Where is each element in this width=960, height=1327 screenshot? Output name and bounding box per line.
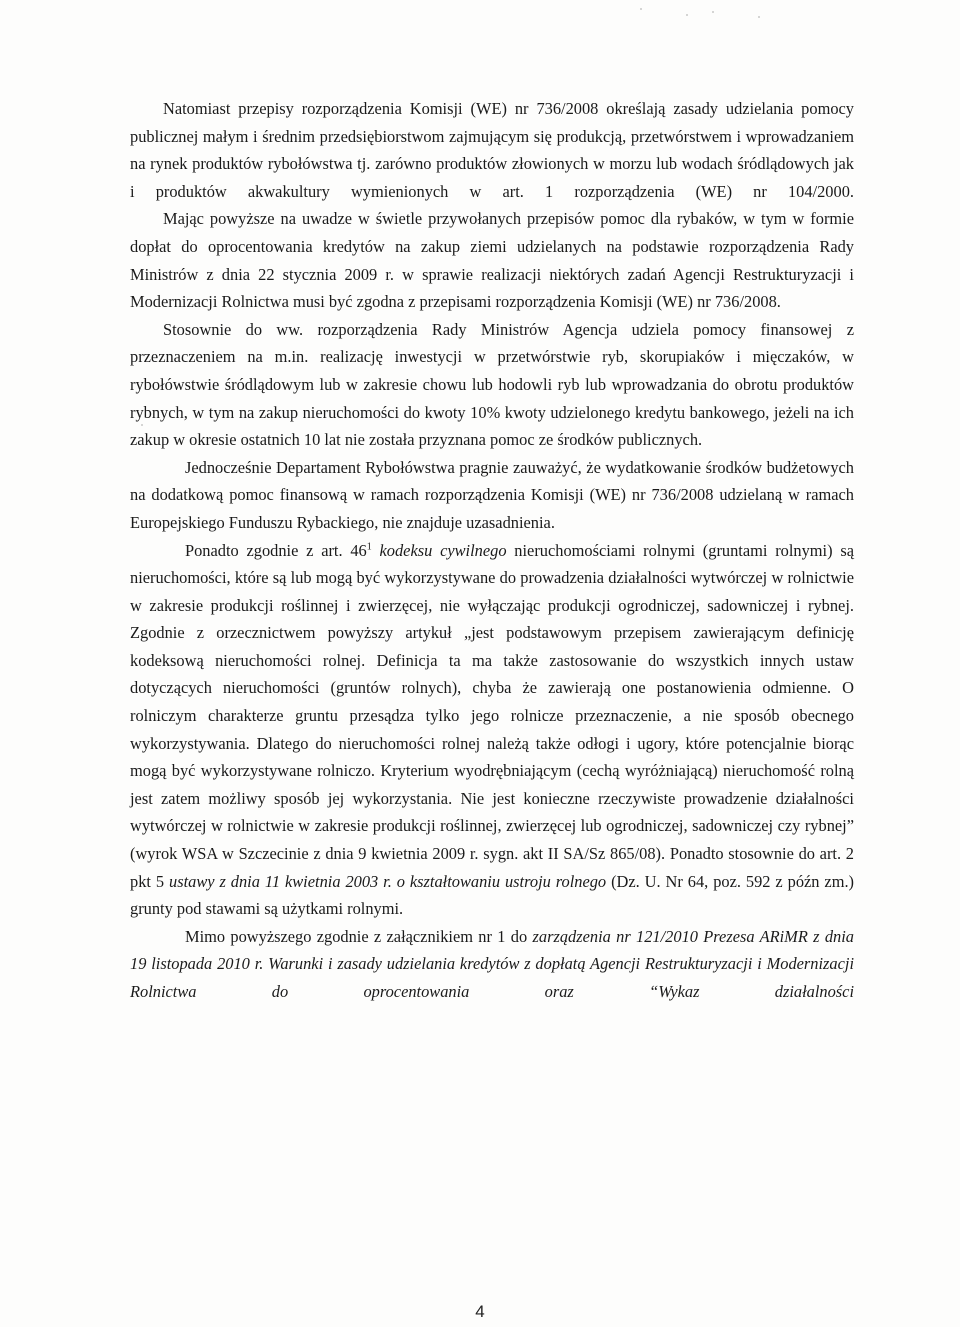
paragraph-5-text-a: Ponadto zgodnie z art. 46	[185, 540, 367, 560]
paragraph-5-citation-act: ustawy z dnia 11 kwietnia 2003 r. o kształtowaniu ustroju rolnego	[169, 871, 607, 891]
paragraph-3	[130, 316, 854, 454]
page-number: 4	[475, 1302, 485, 1321]
paragraph-2	[130, 205, 854, 315]
paragraph-1	[130, 95, 854, 205]
paragraph-4	[130, 454, 854, 537]
footnote-superscript: 1	[366, 541, 372, 553]
scan-speck	[758, 16, 760, 18]
scan-speck	[141, 424, 143, 426]
paragraph-4-text: Jednocześnie Departament Rybołówstwa pragnie zauważyć, że wydatkowanie środków budżetowych na dodatkową pomoc finansową w ramach rozporządzenia Komisji (WE) nr 736/2008 udzielaną w ramach Europejskiego Funduszu Rybackiego, nie znajduje uzasadnienia.	[130, 457, 854, 532]
scan-speck	[640, 8, 642, 10]
paragraph-2-text: Mając powyższe na uwadze w świetle przywołanych przepisów pomoc dla rybaków, w tym w formie dopłat do oprocentowania kredytów na zakup ziemi udzielanych na podstawie rozporządzenia Rady Ministrów z dnia 22 stycznia 2009 r. w sprawie realizacji niektórych zadań Agencji Restrukturyzacji i Modernizacji Rolnictwa musi być zgodna z przepisami rozporządzenia Komisji (WE) nr 736/2008.	[130, 209, 854, 312]
paragraph-5-text-c: (Dz. U. Nr 64, poz. 592 z późn zm.) grunty pod stawami są użytkami rolnymi.	[130, 871, 854, 919]
paragraph-5-text-b: nieruchomościami rolnymi (gruntami rolnymi) są nieruchomości, które są lub mogą być wykorzystywane do prowadzenia działalności wytwórczej w rolnictwie w zakresie produkcji roślinnej i zwierzęcej, nie wyłączając produkcji ogrodniczej, sadowniczej i rybnej. Zgodnie z orzecznictwem powyższy artykuł „jest podstawowym przepisem zawierającym definicję kodeksową nieruchomości rolnej. Definicja ta ma także zastosowanie do wszystkich innych ustaw dotyczących nieruchomości (gruntów rolnych), chyba że zawierają one postanowienia odmienne. O rolniczym charakterze gruntu przesądza tylko jego rolnicze przeznaczenie, a nie sposób obecnego wykorzystywania. Dlatego do nieruchomości rolnej należą także odłogi i ugory, które potencjalnie biorąc mogą być wykorzystywane rolniczo. Kryterium wyodrębniającym (cechą wyróżniającą) nieruchomość rolną jest zatem możliwy sposób jej wykorzystania. Nie jest konieczne rzeczywiste prowadzenie działalności wytwórczej w rolnictwie w zakresie produkcji roślinnej, zwierzęcej lub ogrodniczej, sadowniczej czy rybnej” (wyrok WSA w Szczecinie z dnia 9 kwietnia 2009 r. sygn. akt II SA/Sz 865/08). Ponadto stosownie do art. 2 pkt 5	[130, 540, 854, 891]
document-body	[130, 95, 854, 1006]
paragraph-6-text-a: Mimo powyższego zgodnie z załącznikiem nr 1 do	[185, 926, 533, 946]
paragraph-5	[130, 537, 854, 923]
paragraph-1-text: Natomiast przepisy rozporządzenia Komisji (WE) nr 736/2008 określają zasady udzielania pomocy publicznej małym i średnim przedsiębiorstwom zajmującym się produkcją, przetwórstwem i wprowadzaniem na rynek produktów rybołówstwa tj. zarówno produktów złowionych w morzu lub wodach śródlądowych jak i produktów akwakultury wymienionych w art. 1 rozporządzenia (WE) nr 104/2000.	[130, 99, 854, 201]
paragraph-6	[130, 923, 854, 1006]
scan-speck	[712, 11, 714, 13]
paragraph-5-citation-civil-code: kodeksu cywilnego	[379, 540, 507, 560]
paragraph-5-space	[372, 541, 380, 560]
paragraph-6-citation-regulation: zarządzenia nr 121/2010 Prezesa ARiMR z dnia 19 listopada 2010 r. Warunki i zasady udzielania kredytów z dopłatą Agencji Restrukturyzacji i Modernizacji Rolnictwa do oprocentowania oraz “Wykaz działalności	[130, 926, 854, 1001]
paragraph-3-text: Stosownie do ww. rozporządzenia Rady Ministrów Agencja udziela pomocy finansowej z przeznaczeniem na m.in. realizację inwestycji w przetwórstwie ryb, skorupiaków i mięczaków, w rybołówstwie śródlądowym lub w zakresie chowu lub hodowli ryb lub wprowadzania do obrotu produktów rybnych, w tym na zakup nieruchomości do kwoty 10% kwoty udzielonego kredytu bankowego, jeżeli na ich zakup w okresie ostatnich 10 lat nie została przyznana pomoc ze środków publicznych.	[130, 319, 854, 450]
scan-speck	[686, 14, 688, 16]
